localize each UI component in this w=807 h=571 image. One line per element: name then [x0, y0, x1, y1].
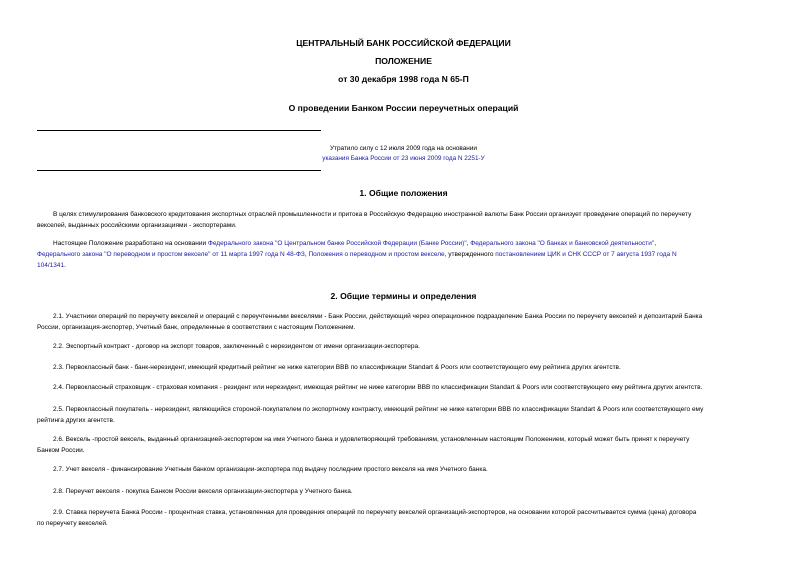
status-link[interactable]: указания Банка России от 23 июня 2009 года N 2251-У	[322, 155, 485, 162]
paragraph-1-2: Настоящее Положение разработано на основании Федерального закона "О Центральном банке Российской Федерации (Банке России)", Федерального закона "О банках и банковской деятельности", Федерального закона "О переводном и простом векселе" от 11 марта 1997 года N 48-ФЗ, Положения о переводном и простом векселе, утвержденного постановлением ЦИК и СНК СССР от 7 августа 1937 года N 104/1341.	[37, 240, 677, 270]
paragraph-2-5: 2.5. Первоклассный покупатель - нерезидент, являющийся стороной-покупателем по экспортному контракту, имеющий рейтинг не ниже категории BBB по классификации Standart & Poors или соответствующего ему рейтинга других агентств.	[37, 406, 704, 425]
paragraph-1-1: В целях стимулирования банковского кредитования экспортных отраслей промышленности и притока в Российскую Федерацию иностранной валюты Банк России организует проведение операций по переучету векселей, выданных российскими организациями - экспортерами.	[37, 211, 692, 230]
section-2-heading: 2. Общие термины и определения	[330, 291, 477, 301]
paragraph-2-6: 2.6. Вексель -простой вексель, выданный организацией-экспортером на имя Учетного банка и удовлетворяющий требованиям, установленным настоящим Положением, который может быть принят к переучету Банком России.	[37, 436, 690, 455]
org-name: ЦЕНТРАЛЬНЫЙ БАНК РОССИЙСКОЙ ФЕДЕРАЦИИ	[296, 38, 511, 48]
paragraph-2-9: 2.9. Ставка переучета Банка России - процентная ставка, установленная для проведения операций по переучету векселей организаций-экспортеров, на основании которой рассчитывается сумма (цена) договора по переучету векселей.	[37, 509, 697, 528]
link-banks-law[interactable]: Федерального закона "О банках и банковской деятельности"	[470, 240, 655, 247]
paragraph-2-3: 2.3. Первоклассный банк - банк-нерезидент, имеющий кредитный рейтинг не ниже категории BBB по классификации Standart & Poors или соответствующего ему рейтинга других агентств.	[53, 364, 621, 371]
doc-type: ПОЛОЖЕНИЕ	[375, 56, 432, 66]
link-cb-law[interactable]: Федерального закона "О Центральном банке Российской Федерации (Банке России)"	[207, 240, 467, 247]
paragraph-2-4: 2.4. Первоклассный страховщик - страховая компания - резидент или нерезидент, имеющая рейтинг не ниже категории BBB по классификации Standart & Poors или соответствующего ему рейтинга других агентств.	[53, 384, 703, 391]
link-cik-decree[interactable]: постановлением ЦИК и СНК СССР от 7 августа 1937 года N	[495, 251, 677, 259]
doc-date-number: от 30 декабря 1998 года N 65-П	[338, 74, 469, 84]
divider-bottom	[37, 170, 321, 171]
paragraph-2-2: 2.2. Экспортный контракт - договор на экспорт товаров, заключенный с нерезидентом от имени организации-экспортера.	[53, 343, 420, 350]
link-bill-regulation[interactable]: Положения о переводном и простом векселе	[308, 251, 445, 259]
section-1-heading: 1. Общие положения	[359, 188, 448, 198]
status-line-1: Утратило силу с 12 июля 2009 года на основании	[330, 145, 477, 152]
link-bill-law[interactable]: Федерального закона "О переводном и простом векселе" от 11 марта 1997 года N 48-ФЗ	[37, 251, 305, 259]
paragraph-2-7: 2.7. Учет векселя - финансирование Учетным банком организации-экспортера под выдачу последним простого векселя на имя Учетного банка.	[53, 466, 488, 473]
paragraph-2-1: 2.1. Участники операций по переучету векселей и операций с переучтенными векселями - Банк России, действующий через операционное подразделение Банка России по переучету векселей и депозитарий Банка России, организация-экспортер, Учетный банк, определенные в соответствии с настоящим Положением.	[37, 313, 703, 332]
divider-top	[37, 130, 321, 131]
doc-title: О проведении Банком России переучетных операций	[288, 103, 519, 113]
link-cik-decree-number[interactable]: 104/1341	[37, 262, 65, 270]
paragraph-2-8: 2.8. Переучет векселя - покупка Банком России векселя организации-экспортера у Учетного банка.	[53, 488, 353, 495]
